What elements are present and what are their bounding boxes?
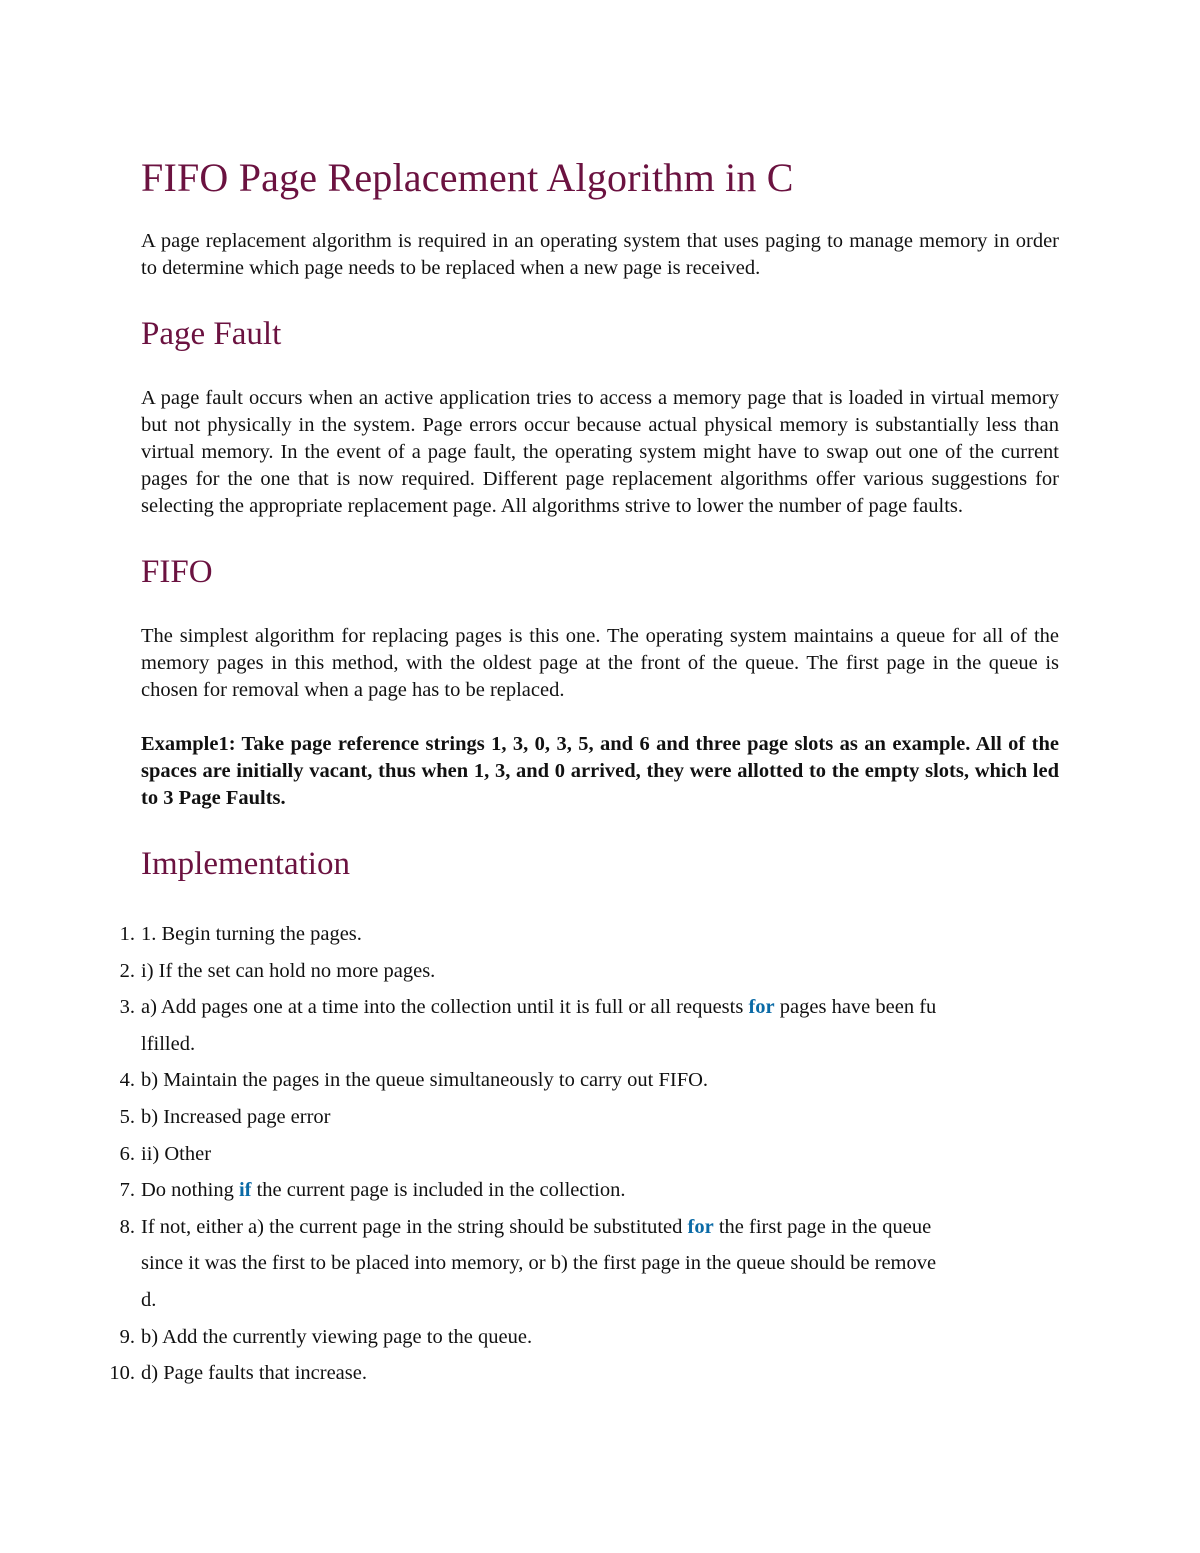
fifo-paragraph: The simplest algorithm for replacing pages is this one. The operating system maintains a queue for all of the memory pages in this method, with the oldest page at the front of the queue. The first page in the queue is chosen for removal when a page has to be replaced. — [141, 625, 1059, 701]
list-item — [119, 916, 1059, 953]
list-item-number: 6. — [119, 1142, 135, 1165]
list-item-number: 2. — [119, 959, 135, 982]
list-item — [119, 989, 1059, 1062]
document-page — [109, 150, 1059, 1392]
list-item — [119, 1209, 1059, 1319]
list-item-text-continued: lfilled. — [141, 1032, 196, 1055]
list-item-number: 10. — [109, 1362, 135, 1385]
list-item-number: 3. — [119, 996, 135, 1019]
heading-implementation: Implementation — [141, 846, 350, 882]
list-item-number: 9. — [119, 1325, 135, 1348]
page-fault-paragraph: A page fault occurs when an active application tries to access a memory page that is loaded in virtual memory but not physically in the system. Page errors occur because actual physical memory is substantially less than virtual memory. In the event of a page fault, the operating system might have to swap out one of the current pages for the one that is now required. Different page replacement algorithms offer various suggestions for selecting the appropriate replacement page. All algorithms strive to lower the number of page faults. — [141, 387, 1059, 517]
example-paragraph: Example1: Take page reference strings 1, 3, 0, 3, 5, and 6 and three page slots as an example. All of the spaces are initially vacant, thus when 1, 3, and 0 arrived, they were allotted to the empty slots, which led to 3 Page Faults. — [141, 733, 1059, 809]
list-item — [119, 1136, 1059, 1173]
list-item-number: 4. — [119, 1069, 135, 1092]
list-item-text: i) If the set can hold no more pages. — [141, 959, 436, 982]
list-item — [119, 1319, 1059, 1356]
list-item-text: d) Page faults that increase. — [141, 1362, 367, 1385]
list-item-number: 1. — [119, 923, 135, 945]
implementation-steps-list — [109, 916, 1059, 1392]
list-item-text: Do nothing — [141, 1179, 239, 1202]
list-item-text: the first page in the queue — [713, 1215, 932, 1238]
list-item-text-continued: since it was the first to be placed into memory, or b) the first page in the queue should be remove — [141, 1252, 937, 1275]
page-title: FIFO Page Replacement Algorithm in C — [141, 155, 794, 200]
keyword-for: for — [748, 996, 775, 1019]
list-item-text: 1. Begin turning the pages. — [141, 923, 362, 945]
keyword-if: if — [238, 1179, 252, 1202]
list-item — [119, 953, 1059, 990]
list-item-text: If not, either a) the current page in the string should be substituted — [141, 1215, 688, 1238]
list-item-text-continued: d. — [141, 1288, 157, 1311]
keyword-for: for — [687, 1215, 714, 1238]
list-item-text: a) Add pages one at a time into the collection until it is full or all requests — [141, 996, 749, 1019]
list-item-text: ii) Other — [141, 1142, 212, 1165]
heading-fifo: FIFO — [141, 554, 213, 590]
list-item — [119, 1099, 1059, 1136]
list-item-number: 8. — [119, 1215, 135, 1238]
intro-paragraph: A page replacement algorithm is required in an operating system that uses paging to manage memory in order to determine which page needs to be replaced when a new page is received. — [141, 230, 1059, 279]
list-item — [119, 1062, 1059, 1099]
list-item-text: b) Add the currently viewing page to the queue. — [141, 1325, 533, 1348]
list-item-text: pages have been fu — [774, 996, 937, 1019]
list-item-text: the current page is included in the collection. — [251, 1179, 626, 1202]
list-item-number: 5. — [119, 1105, 135, 1128]
list-item-text: b) Maintain the pages in the queue simultaneously to carry out FIFO. — [141, 1069, 709, 1092]
list-item — [119, 1172, 1059, 1209]
list-item-number: 7. — [119, 1179, 135, 1202]
list-item — [109, 1355, 1059, 1392]
list-item-text: b) Increased page error — [141, 1105, 331, 1128]
heading-page-fault: Page Fault — [141, 316, 282, 352]
